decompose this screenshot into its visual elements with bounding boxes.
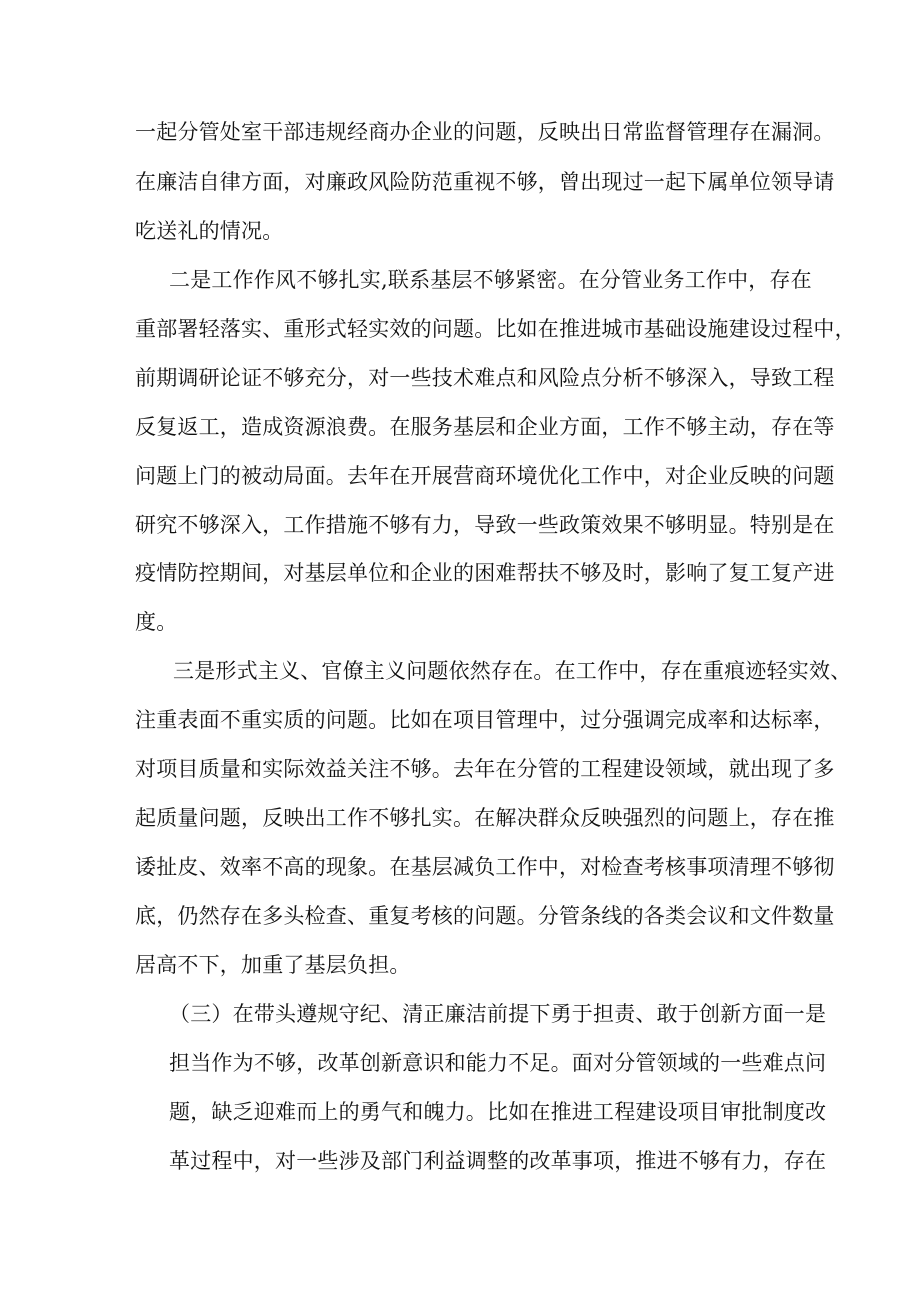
text-line: 前期调研论证不够充分，对一些技术难点和风险点分析不够深入，导致工程 <box>135 366 835 390</box>
text-line: 诿扯皮、效率不高的现象。在基层减负工作中，对检查考核事项清理不够彻 <box>135 855 835 879</box>
text-line: 二是工作作风不够扎实,联系基层不够紧密。在分管业务工作中，存在 <box>169 268 812 292</box>
text-line: 重部署轻落实、重形式轻实效的问题。比如在推进城市基础设施建设过程中， <box>135 317 856 341</box>
text-line: （三）在带头遵规守纪、清正廉洁前提下勇于担责、敢于创新方面一是 <box>169 1002 827 1026</box>
text-line: 一起分管处室干部违规经商办企业的问题，反映出日常监督管理存在漏洞。 <box>135 120 835 144</box>
text-line: 底，仍然存在多头检查、重复考核的问题。分管条线的各类会议和文件数量 <box>135 904 835 928</box>
text-line: 注重表面不重实质的问题。比如在项目管理中，过分强调完成率和达标率， <box>135 708 835 732</box>
text-line: 起质量问题，反映出工作不够扎实。在解决群众反映强烈的问题上，存在推 <box>135 806 835 830</box>
text-line: 问题上门的被动局面。去年在开展营商环境优化工作中，对企业反映的问题 <box>135 464 835 488</box>
text-line: 疫情防控期间，对基层单位和企业的困难帮扶不够及时，影响了复工复产进 <box>135 561 835 585</box>
text-line: 题，缺乏迎难而上的勇气和魄力。比如在推进工程建设项目审批制度改 <box>169 1100 827 1124</box>
text-line: 吃送礼的情况。 <box>135 219 284 243</box>
text-line: 研究不够深入，工作措施不够有力，导致一些政策效果不够明显。特别是在 <box>135 513 835 537</box>
text-line: 反复返工，造成资源浪费。在服务基层和企业方面，工作不够主动，存在等 <box>135 415 835 439</box>
text-line: 居高不下，加重了基层负担。 <box>135 953 411 977</box>
text-line: 三是形式主义、官僚主义问题依然存在。在工作中，存在重痕迹轻实效、 <box>173 659 852 683</box>
text-line: 度。 <box>135 610 178 634</box>
text-line: 对项目质量和实际效益关注不够。去年在分管的工程建设领域，就出现了多 <box>135 757 835 781</box>
text-line: 革过程中，对一些涉及部门利益调整的改革事项，推进不够有力，存在 <box>169 1149 827 1173</box>
text-line: 在廉洁自律方面，对廉政风险防范重视不够，曾出现过一起下属单位领导请 <box>135 170 835 194</box>
text-line: 担当作为不够，改革创新意识和能力不足。面对分管领域的一些难点问 <box>169 1051 827 1075</box>
